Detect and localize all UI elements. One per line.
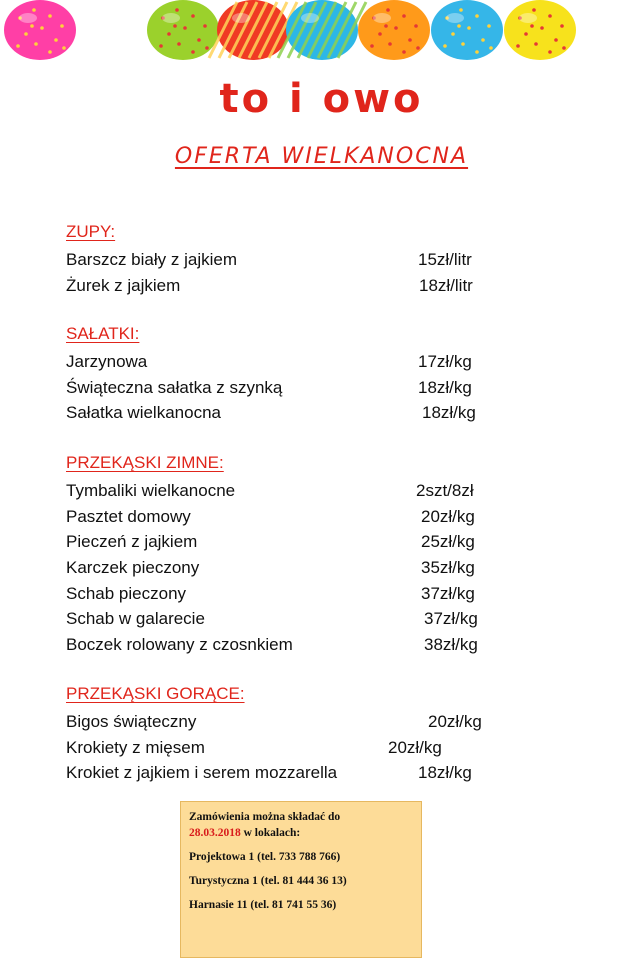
easter-egg-blue-icon — [431, 0, 503, 60]
menu-item — [66, 504, 566, 530]
order-info-box — [180, 801, 422, 958]
menu-item — [66, 555, 566, 581]
menu-item-price: 15zł/litr — [418, 250, 472, 269]
location-item: Turystyczna 1 (tel. 81 444 36 13) — [189, 875, 347, 887]
menu-item-name: Boczek rolowany z czosnkiem — [66, 635, 293, 655]
menu-item — [66, 247, 566, 273]
menu-item-name: Krokiet z jajkiem i serem mozzarella — [66, 763, 338, 783]
menu-item — [66, 606, 566, 632]
easter-egg-green-icon — [147, 0, 219, 60]
menu-item-name: Schab w galarecie — [66, 609, 205, 629]
order-deadline-date: 28.03.2018 — [189, 827, 241, 839]
menu-section — [66, 221, 566, 298]
menu-item-name: Tymbaliki wielkanocne — [66, 481, 236, 500]
menu-item-name: Pasztet domowy — [66, 506, 191, 526]
menu-item — [66, 632, 566, 658]
menu-item-name: Jarzynowa — [66, 352, 148, 371]
menu-item — [66, 709, 566, 735]
easter-egg-pink-icon — [4, 0, 76, 60]
page-title — [0, 143, 643, 171]
location-item: Projektowa 1 (tel. 733 788 766) — [189, 851, 341, 863]
menu-item — [66, 478, 566, 504]
order-info-text: Zamówienia można składać do — [189, 811, 341, 823]
menu-item-price: 18zł/kg — [418, 377, 472, 397]
menu-item-price: 25zł/kg — [421, 532, 475, 552]
menu-item-price: 35zł/kg — [421, 558, 475, 578]
menu-item-name: Żurek z jajkiem — [66, 275, 181, 295]
easter-egg-yellow-icon — [504, 0, 576, 60]
menu-item-name: Bigos świąteczny — [66, 712, 197, 731]
menu-item-price: 18zł/kg — [422, 403, 476, 423]
easter-eggs-banner — [0, 0, 643, 66]
menu-item-name: Świąteczna sałatka z szynką — [66, 377, 283, 397]
menu-item-price: 20zł/kg — [428, 712, 482, 731]
easter-egg-orange-icon — [358, 0, 430, 60]
menu-item-price: 37zł/kg — [421, 583, 475, 603]
menu-item — [66, 273, 566, 299]
order-info-text-2: w lokalach: — [240, 827, 301, 839]
section-title: SAŁATKI: — [66, 324, 140, 343]
menu-section — [66, 323, 566, 426]
brand-logo: to i owo — [219, 76, 424, 122]
menu-item — [66, 760, 566, 786]
menu-section — [66, 683, 566, 786]
menu-item-price: 18zł/litr — [419, 275, 473, 295]
menu-item-price: 37zł/kg — [424, 609, 478, 629]
menu-item-name: Schab pieczony — [66, 583, 187, 603]
menu-item-name: Sałatka wielkanocna — [66, 403, 221, 423]
menu-item — [66, 735, 566, 761]
easter-egg-red-striped-icon — [209, 0, 297, 60]
menu-section — [66, 452, 566, 658]
menu-item — [66, 529, 566, 555]
menu-item-name: Karczek pieczony — [66, 558, 200, 578]
section-title: ZUPY: — [66, 222, 116, 241]
menu-item-price: 2szt/8zł — [416, 481, 474, 500]
menu-item — [66, 581, 566, 607]
menu-item — [66, 349, 566, 375]
menu-item-price: 20zł/kg — [388, 737, 442, 757]
menu-item-price: 17zł/kg — [418, 352, 472, 371]
menu-item-price: 38zł/kg — [424, 635, 478, 655]
section-title: PRZEKĄSKI GORĄCE: — [66, 684, 245, 703]
menu-item-price: 18zł/kg — [418, 763, 472, 783]
location-item: Harnasie 11 (tel. 81 741 55 36) — [189, 899, 337, 911]
menu-item-name: Pieczeń z jajkiem — [66, 532, 198, 552]
page-title-text: OFERTA WIELKANOCNA — [174, 144, 469, 169]
easter-egg-blue-striped-icon — [278, 0, 366, 60]
menu-item-name: Krokiety z mięsem — [66, 737, 205, 757]
menu-item-price: 20zł/kg — [421, 506, 475, 526]
menu-item — [66, 400, 566, 426]
menu-item-name: Barszcz biały z jajkiem — [66, 250, 237, 269]
section-title: PRZEKĄSKI ZIMNE: — [66, 453, 224, 472]
menu-item — [66, 375, 566, 401]
